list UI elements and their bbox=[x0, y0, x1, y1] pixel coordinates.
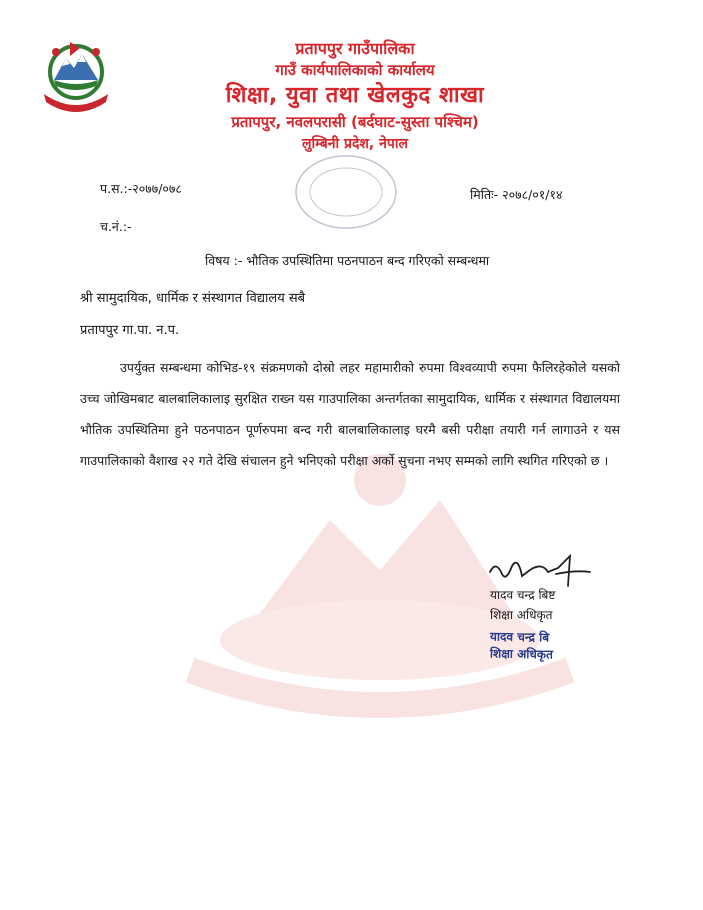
office-name: गाउँ कार्यपालिकाको कार्यालय bbox=[275, 61, 435, 79]
province-country: लुम्बिनी प्रदेश, नेपाल bbox=[302, 136, 408, 152]
reference-number: प.स.:-२०७७/०७८ bbox=[100, 181, 182, 196]
municipality-name: प्रतापपुर गाउँपालिका bbox=[295, 39, 415, 58]
signatory-stamp-name: यादव चन्द्र बि bbox=[489, 629, 550, 645]
recipient: श्री सामुदायिक, धार्मिक र संस्थागत विद्यालय सबै bbox=[80, 291, 306, 306]
office-header bbox=[130, 38, 580, 155]
office-address: प्रतापपुर, नवलपरासी (बर्दघाट-सुस्ता पश्चिम) bbox=[231, 113, 479, 131]
handwritten-signature bbox=[486, 552, 596, 590]
nepal-emblem-logo bbox=[36, 36, 116, 114]
signatory-title: शिक्षा अधिकृत bbox=[490, 608, 553, 622]
dispatch-number: च.नं.:- bbox=[100, 219, 132, 234]
section-name: शिक्षा, युवा तथा खेलकुद शाखा bbox=[225, 83, 485, 108]
signatory-name: यादव चन्द्र बिष्ट bbox=[490, 588, 556, 602]
letter-body: उपर्युक्त सम्बन्धमा कोभिड-१९ संक्रमणको दोस्रो लहर महामारीको रुपमा विश्वव्यापी रुपमा फैलिरहेकोले यसको उच्च जोखिमबाट बालबालिकालाइ सुरक्षित राख्न यस गाउपालिका अन्तर्गतका सामुदायिक, धार्मिक र संस्थागत विद्यालयमा भौतिक उपस्थितिमा हुने पठनपाठन पूर्णरुपमा बन्द गरी बालबालिकालाइ घरमै बसी परीक्षा तयारी गर्न लागाउने र यस गाउपालिकाको वैशाख २२ गते देखि संचालन हुने भनिएको परीक्षा अर्को सुचना नभए सम्मको लागि स्थगित गरिएको छ । bbox=[80, 360, 620, 468]
recipient-address: प्रतापपुर गा.पा. न.प. bbox=[80, 323, 180, 338]
letter-date: मितिः- २०७८/०१/१४ bbox=[470, 187, 563, 202]
signatory-stamp-title: शिक्षा अधिकृत bbox=[489, 646, 553, 662]
letter-subject: विषय :- भौतिक उपस्थितिमा पठनपाठन बन्द गरिएको सम्बन्धमा bbox=[205, 253, 490, 268]
office-seal-stamp bbox=[292, 152, 400, 232]
